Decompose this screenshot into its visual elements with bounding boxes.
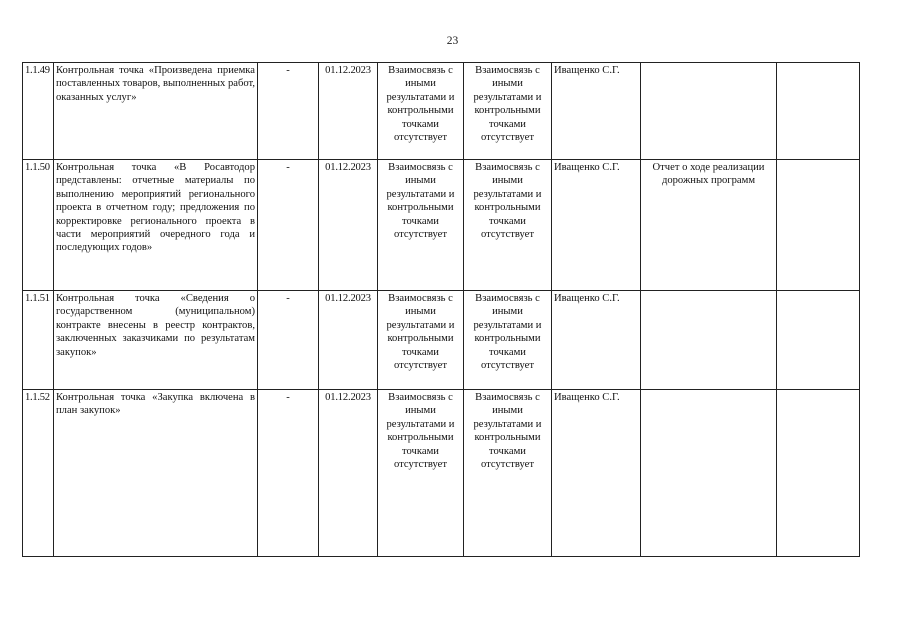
deadline-date: 01.12.2023 [319, 63, 378, 160]
base-value: - [258, 390, 319, 557]
link-previous: Взаимосвязь с иными результатами и контрольными точками отсутствует [378, 160, 464, 291]
responsible-person: Иващенко С.Г. [552, 390, 641, 557]
extra-cell [777, 390, 860, 557]
report-document [641, 63, 777, 160]
row-number: 1.1.52 [23, 390, 54, 557]
link-next: Взаимосвязь с иными результатами и контрольными точками отсутствует [464, 160, 552, 291]
page-number: 23 [446, 35, 459, 47]
extra-cell [777, 63, 860, 160]
table-row [23, 291, 860, 390]
table-row [23, 390, 860, 557]
report-document [641, 390, 777, 557]
base-value: - [258, 291, 319, 390]
deadline-date: 01.12.2023 [319, 291, 378, 390]
table-row [23, 63, 860, 160]
link-previous: Взаимосвязь с иными результатами и контрольными точками отсутствует [378, 291, 464, 390]
link-next: Взаимосвязь с иными результатами и контрольными точками отсутствует [464, 291, 552, 390]
row-number: 1.1.50 [23, 160, 54, 291]
base-value: - [258, 63, 319, 160]
link-previous: Взаимосвязь с иными результатами и контрольными точками отсутствует [378, 63, 464, 160]
responsible-person: Иващенко С.Г. [552, 291, 641, 390]
report-document [641, 291, 777, 390]
control-points-table [22, 62, 860, 557]
deadline-date: 01.12.2023 [319, 390, 378, 557]
responsible-person: Иващенко С.Г. [552, 160, 641, 291]
responsible-person: Иващенко С.Г. [552, 63, 641, 160]
table-row [23, 160, 860, 291]
control-point-name: Контрольная точка «В Росавтодор представлены: отчетные материалы по выполнению мероприятий регионального проекта в отчетном году; предложения по корректировке регионального проекта в части мероприятий очередного года и последующих годов» [54, 160, 258, 291]
report-document: Отчет о ходе реализации дорожных программ [641, 160, 777, 291]
row-number: 1.1.49 [23, 63, 54, 160]
extra-cell [777, 160, 860, 291]
control-point-name: Контрольная точка «Сведения о государственном (муниципальном) контракте внесены в реестр контрактов, заключенных заказчиками по результатам закупок» [54, 291, 258, 390]
link-previous: Взаимосвязь с иными результатами и контрольными точками отсутствует [378, 390, 464, 557]
deadline-date: 01.12.2023 [319, 160, 378, 291]
link-next: Взаимосвязь с иными результатами и контрольными точками отсутствует [464, 390, 552, 557]
base-value: - [258, 160, 319, 291]
row-number: 1.1.51 [23, 291, 54, 390]
extra-cell [777, 291, 860, 390]
control-point-name: Контрольная точка «Закупка включена в план закупок» [54, 390, 258, 557]
link-next: Взаимосвязь с иными результатами и контрольными точками отсутствует [464, 63, 552, 160]
control-point-name: Контрольная точка «Произведена приемка поставленных товаров, выполненных работ, оказанных услуг» [54, 63, 258, 160]
